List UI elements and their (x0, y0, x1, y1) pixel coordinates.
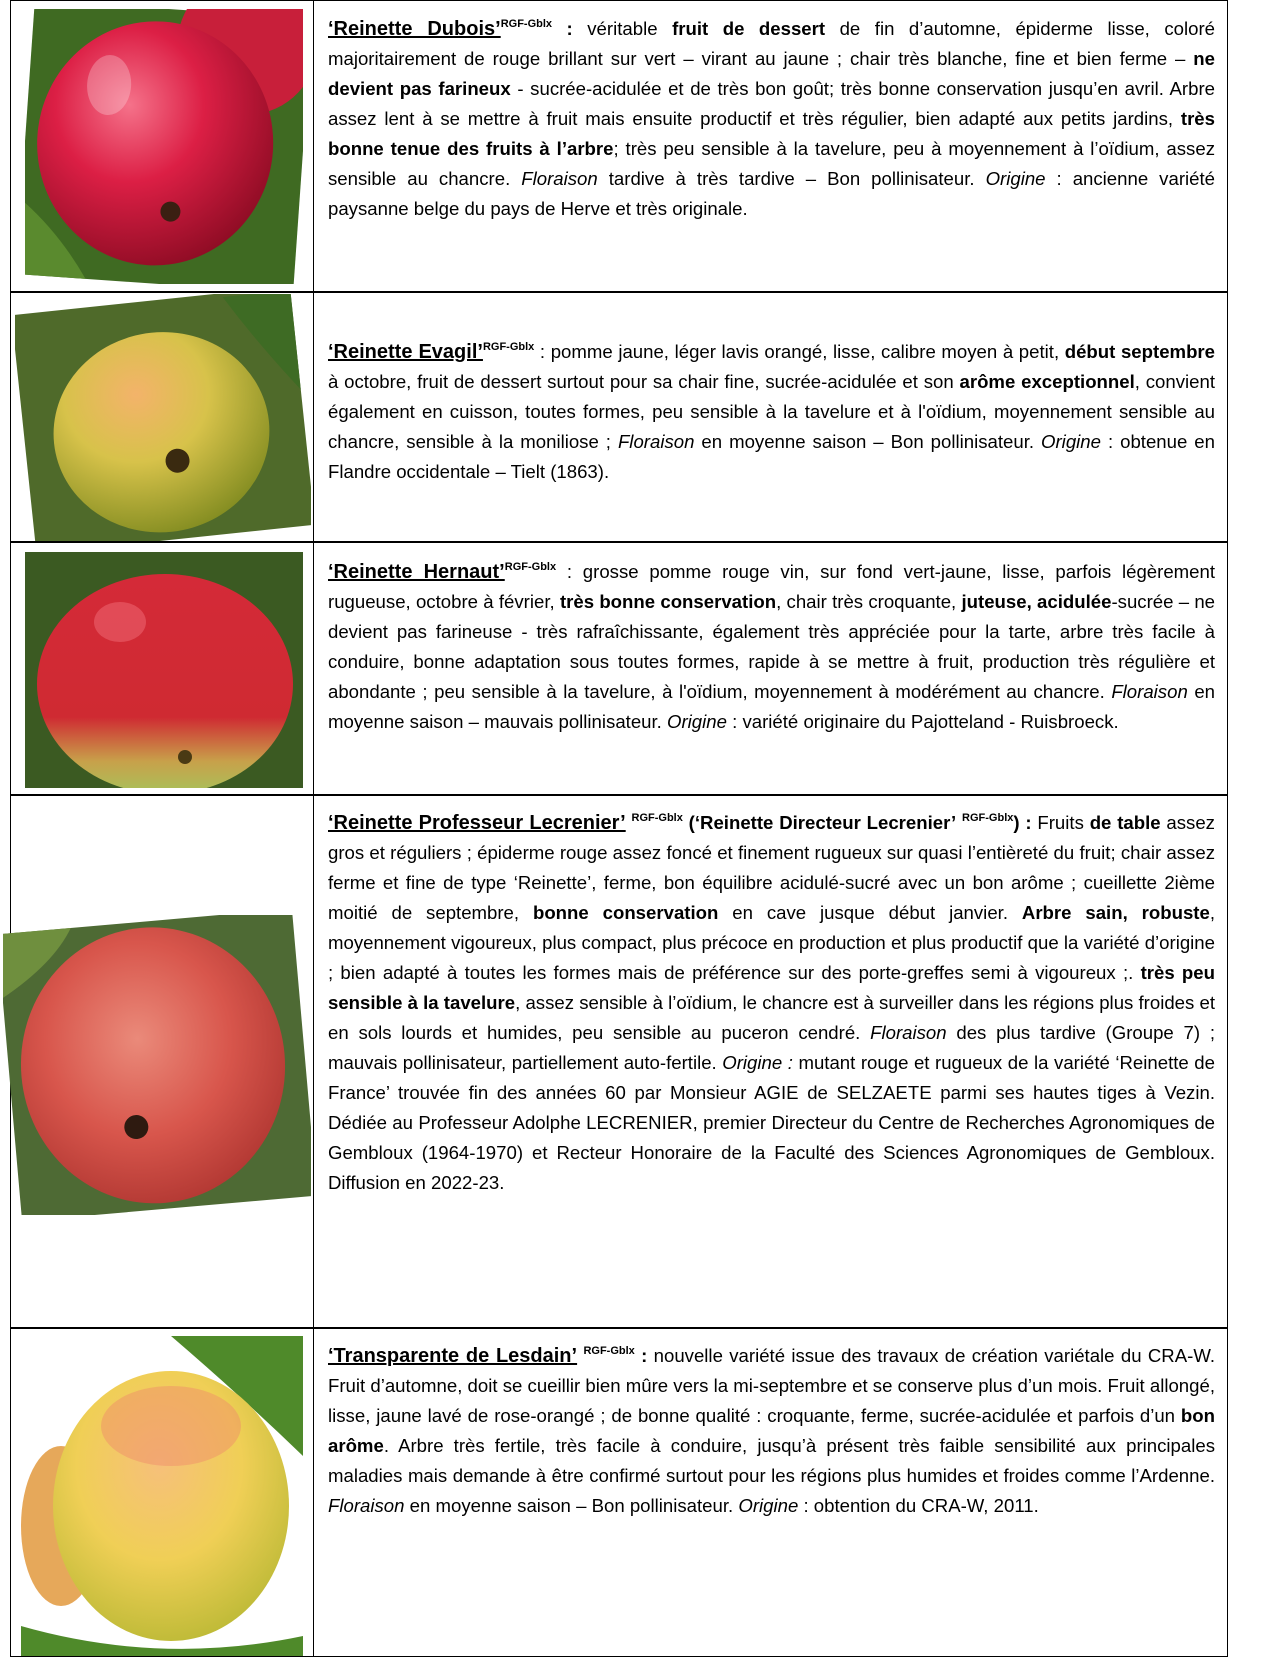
apple-photo-reinette-evagil (15, 294, 311, 542)
variety-description: ‘Reinette Dubois’$^{RGF-Gblx}$ : véritable fruit de dessert de fin d’automne, épiderme lisse, coloré majoritairement de rouge brillant sur vert – virant au jaune ; chair très blanche, fine et bien ferme – ne devient pas farineux - sucrée-acidulée et de très bon goût; très bonne conservation jusqu’en avril. Arbre assez lent à se mettre à fruit mais ensuite productif et très régulier, bien adapté aux petits jardins, très bonne tenue des fruits à l’arbre; très peu sensible à la tavelure, peu à moyennement à l’oïdium, assez sensible au chancre. Floraison tardive à très tardive – Bon pollinisateur. Origine : ancienne variété paysanne belge du pays de Herve et très originale. (328, 18, 1215, 219)
variety-row (10, 291, 1228, 543)
variety-title: ‘Reinette Professeur Lecrenier’ (328, 812, 626, 834)
rgf-tag: RGF-Gblx (482, 341, 535, 353)
variety-title: ‘Reinette Dubois’ (328, 18, 501, 40)
column-divider (313, 795, 314, 1328)
rgf-tag: RGF-Gblx (962, 812, 1014, 824)
variety-description: ‘Transparente de Lesdain’ $^{RGF-Gblx}$ : nouvelle variété issue des travaux de création variétale du CRA-W. Fruit d’automne, doit se cueillir bien mûre vers la mi-septembre et se conserve plus d’un mois. Fruit allongé, lisse, jaune lavé de rose-orangé ; de bonne qualité : croquante, ferme, sucrée-acidulée et parfois d’un bon arôme. Arbre très fertile, très facile à conduire, jusqu’à présent très faible sensibilité aux principales maladies mais demande à être confirmé surtout pour les régions plus humides et froides comme l’Ardenne. Floraison en moyenne saison – Bon pollinisateur. Origine : obtention du CRA-W, 2011. (328, 1345, 1216, 1516)
alternate-name: (‘Reinette Directeur Lecrenier’ (688, 812, 957, 833)
variety-title: ‘Reinette Hernaut’ (328, 561, 505, 583)
variety-title: ‘Reinette Evagil’ (328, 341, 483, 363)
apple-photo-reinette-professeur-lecrenier (3, 915, 311, 1215)
variety-row (10, 541, 1228, 796)
column-divider (313, 292, 314, 542)
rgf-tag: RGF-Gblx (504, 561, 557, 573)
variety-description: ‘Reinette Hernaut’$^{RGF-Gblx}$ : grosse pomme rouge vin, sur fond vert-jaune, lisse, parfois légèrement rugueuse, octobre à février, très bonne conservation, chair très croquante, juteuse, acidulée-sucrée – ne devient pas farineuse - très rafraîchissante, également très appréciée pour la tarte, arbre très facile à conduire, bonne adaptation sous toutes formes, rapide à se mettre à fruit, production très régulière et abondante ; peu sensible à la tavelure, à l'oïdium, moyennement à modérément au chancre. Floraison en moyenne saison – mauvais pollinisateur. Origine : variété originaire du Pajotteland - Ruisbroeck. (328, 561, 1216, 732)
apple-photo-reinette-dubois (25, 9, 303, 284)
variety-row (10, 1327, 1228, 1657)
rgf-tag: RGF-Gblx (583, 1345, 635, 1357)
variety-description: ‘Reinette Professeur Lecrenier’ $^{RGF-Gblx}$ (‘Reinette Directeur Lecrenier’ $^{RGF-Gblx}$) : Fruits de table assez gros et réguliers ; épiderme rouge assez foncé et finement rugueux sur quasi l’entièreté du fruit; chair assez ferme et fine de type ‘Reinette’, ferme, bon équilibre acidulé-sucré avec un bon arôme ; cueillette 2ième moitié de septembre, bonne conservation en cave jusque début janvier. Arbre sain, robuste, moyennement vigoureux, plus compact, plus précoce en production et plus productif que la variété d’origine ; bien adapté à toutes les formes mais de préférence sur des porte-greffes semi à vigoureux ;. très peu sensible à la tavelure, assez sensible à l’oïdium, le chancre est à surveiller dans les régions plus froides et en sols lourds et humides, peu sensible au puceron cendré. Floraison des plus tardive (Groupe 7) ; mauvais pollinisateur, partiellement auto-fertile. Origine : mutant rouge et rugueux de la variété ‘Reinette de France’ trouvée fin des années 60 par Monsieur AGIE de SELZAETE parmi ses hautes tiges à Vezin. Dédiée au Professeur Adolphe LECRENIER, premier Directeur du Centre de Recherches Agronomiques de Gembloux (1964-1970) et Recteur Honoraire de la Faculté des Sciences Agronomiques de Gembloux. Diffusion en 2022-23. (328, 812, 1216, 1193)
column-divider (313, 1328, 314, 1656)
variety-row (10, 0, 1228, 293)
rgf-tag: RGF-Gblx (631, 812, 683, 824)
rgf-tag: RGF-Gblx (500, 18, 553, 30)
apple-photo-transparente-de-lesdain (21, 1336, 303, 1656)
column-divider (313, 542, 314, 795)
variety-title: ‘Transparente de Lesdain’ (328, 1345, 578, 1367)
column-divider (313, 1, 314, 292)
apple-photo-reinette-hernaut (25, 552, 303, 788)
variety-row (10, 794, 1228, 1329)
variety-description: ‘Reinette Evagil’$^{RGF-Gblx}$ : pomme jaune, léger lavis orangé, lisse, calibre moyen à petit, début septembre à octobre, fruit de dessert surtout pour sa chair fine, sucrée-acidulée et son arôme exceptionnel, convient également en cuisson, toutes formes, peu sensible à la tavelure et à l'oïdium, moyennement sensible au chancre, sensible à la moniliose ; Floraison en moyenne saison – Bon pollinisateur. Origine : obtenue en Flandre occidentale – Tielt (1863). (328, 341, 1216, 482)
